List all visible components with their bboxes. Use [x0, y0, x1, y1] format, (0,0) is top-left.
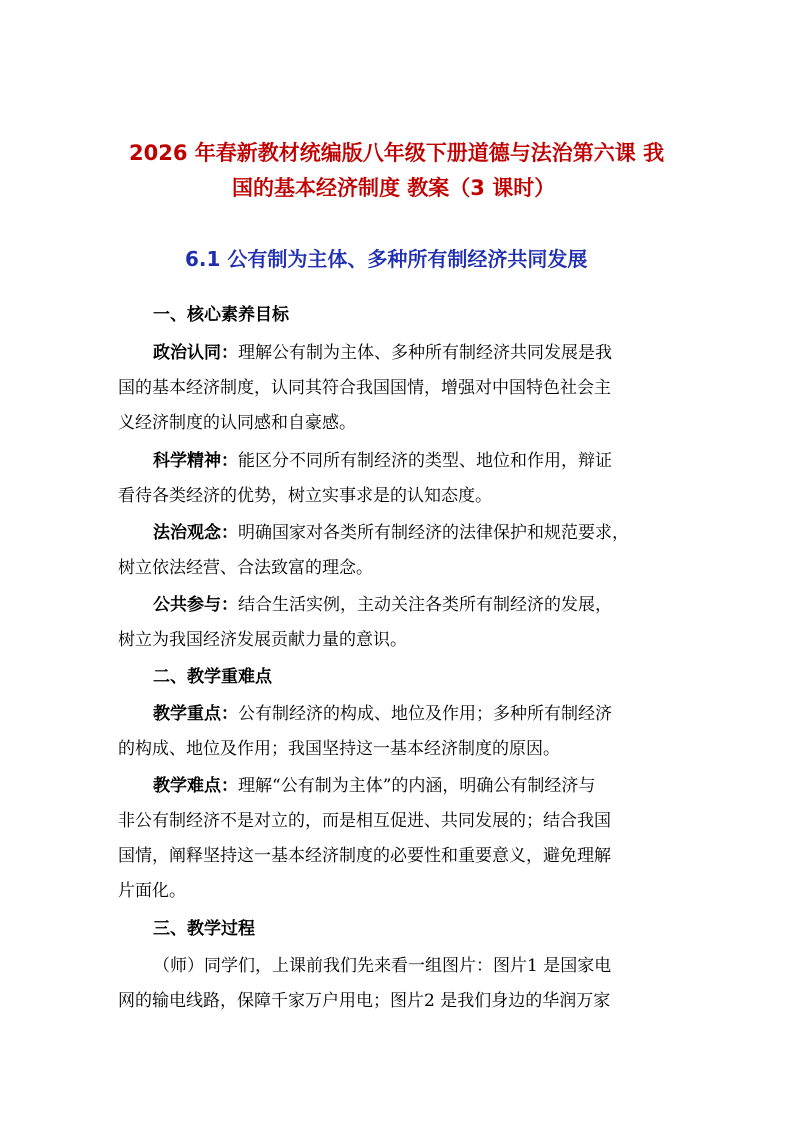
- goal-public-line2: 树立为我国经济发展贡献力量的意识。: [118, 630, 407, 650]
- difficulty-line1: [153, 775, 595, 797]
- goal-political-line2: 国的基本经济制度，认同其符合我国国情，增强对中国特色社会主: [118, 378, 611, 398]
- difficulty-line4: 片面化。: [118, 881, 186, 901]
- goal-public-line1: [153, 594, 612, 616]
- document-title-line1: 2026 年春新教材统编版八年级下册道德与法治第六课 我: [129, 141, 665, 165]
- goal-science-text1: 能区分不同所有制经济的类型、地位和作用，辩证: [238, 451, 612, 471]
- goal-political-text1: 理解公有制为主体、多种所有制经济共同发展是我: [238, 343, 612, 363]
- goal-science-label: 科学精神：: [153, 451, 238, 471]
- goal-political-label: 政治认同：: [153, 343, 238, 363]
- goal-public-text1: 结合生活实例，主动关注各类所有制经济的发展，: [238, 595, 612, 615]
- goal-law-line2: 树立依法经营、合法致富的理念。: [118, 558, 373, 578]
- goal-public-label: 公共参与：: [153, 595, 238, 615]
- goal-law-label: 法治观念：: [153, 523, 238, 543]
- process-paragraph-line1: （师）同学们，上课前我们先来看一组图片：图片1 是国家电: [153, 956, 612, 976]
- goal-law-text1: 明确国家对各类所有制经济的法律保护和规范要求，: [238, 523, 629, 543]
- lesson-subtitle: 6.1 公有制为主体、多种所有制经济共同发展: [185, 247, 588, 271]
- goal-science-line2: 看待各类经济的优势，树立实事求是的认知态度。: [118, 486, 492, 506]
- key-point-label: 教学重点：: [153, 704, 238, 724]
- document-title-line2: 国的基本经济制度 教案（3 课时）: [232, 176, 556, 200]
- section-heading-process: 三、教学过程: [153, 919, 255, 939]
- goal-law-line1: [153, 522, 629, 544]
- goal-science-line1: [153, 450, 612, 472]
- section-heading-core-goals: 一、核心素养目标: [153, 305, 289, 325]
- difficulty-line2: 非公有制经济不是对立的，而是相互促进、共同发展的；结合我国: [118, 811, 611, 831]
- difficulty-line3: 国情，阐释坚持这一基本经济制度的必要性和重要意义，避免理解: [118, 846, 611, 866]
- section-heading-key-points: 二、教学重难点: [153, 667, 272, 687]
- goal-political-line3: 义经济制度的认同感和自豪感。: [118, 413, 356, 433]
- goal-political-line1: [153, 342, 612, 364]
- key-point-line2: 的构成、地位及作用；我国坚持这一基本经济制度的原因。: [118, 739, 560, 759]
- process-paragraph-line2: 网的输电线路，保障千家万户用电；图片2 是我们身边的华润万家: [118, 991, 611, 1011]
- key-point-text1: 公有制经济的构成、地位及作用；多种所有制经济: [238, 704, 612, 724]
- key-point-line1: [153, 703, 612, 725]
- difficulty-label: 教学难点：: [153, 776, 238, 796]
- difficulty-text1: 理解“公有制为主体”的内涵，明确公有制经济与: [238, 776, 596, 796]
